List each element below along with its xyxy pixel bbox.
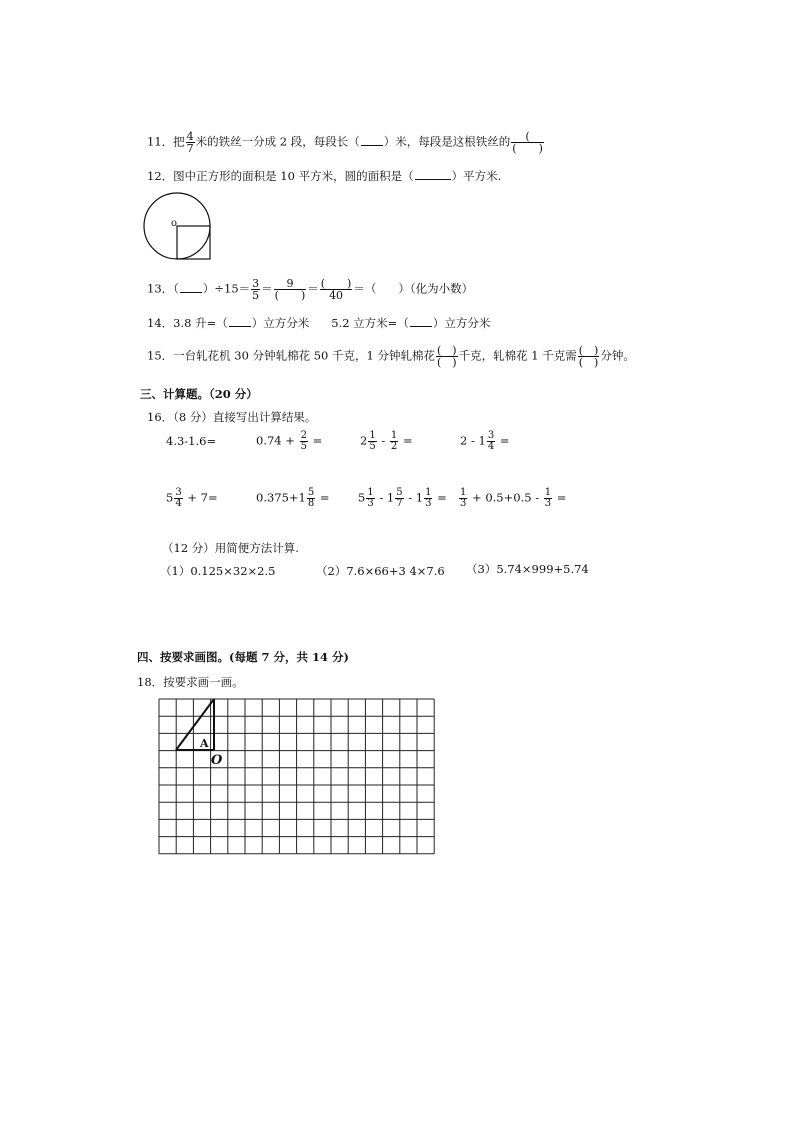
q16-item-8-fraction-2: $\frac{1}{3}$ (544, 487, 552, 509)
q16-item-7: 5 $\frac{1}{3}$ - 1 $\frac{5}{7}$ - 1 $\frac{1}{3}$ = (358, 487, 447, 509)
question-17-intro: （12 分）用简便方法计算. (162, 541, 299, 555)
q16-item-3-fraction-2: $\frac{1}{2}$ (390, 430, 398, 452)
q16-item-1: 4.3-1.6= (166, 434, 217, 448)
q13-text-1: ）÷15＝ (202, 281, 251, 296)
q14-text-d: ）立方分米 (432, 316, 491, 330)
q13-eq-1: ＝ (261, 281, 273, 296)
q16-item-5-fraction: $\frac{3}{4}$ (175, 487, 182, 509)
q13-eq-2: ＝ (307, 281, 319, 296)
question-11 (147, 131, 545, 154)
q14-text-c: 5.2 立方米=（ (331, 316, 409, 330)
q14-text-a: 3.8 升=（ (173, 316, 228, 330)
question-15 (147, 345, 635, 368)
drawing-grid[interactable] (150, 692, 440, 860)
q16-item-7-fraction-3: $\frac{1}{3}$ (425, 487, 432, 509)
q17-problem-1: （1）0.125×32×2.5 (160, 564, 276, 578)
q12-text-a: 图中正方形的面积是 10 平方米，圆的面积是（ (173, 169, 414, 183)
question-13 (147, 278, 473, 301)
q16-item-6-fraction: $\frac{5}{8}$ (307, 487, 315, 509)
q13-text-3: ）（化为小数） (398, 281, 474, 296)
q11-blank-fraction[interactable]: $\frac{(}{( )}$ (512, 130, 543, 155)
q16-item-3: 2 $\frac{1}{5}$ - $\frac{1}{2}$ = (360, 430, 413, 452)
q13-fraction-2[interactable]: $\frac{9}{( )}$ (274, 277, 306, 302)
grid-lines (159, 699, 434, 854)
q11-fraction: $\frac{4}{7}$ (186, 130, 194, 155)
q11-text-1: 把 (173, 134, 185, 149)
q16-item-4-fraction: $\frac{3}{4}$ (487, 430, 495, 452)
question-12 (147, 170, 501, 183)
circle-center-label: o (171, 218, 178, 229)
q13-text-2: ＝（ (353, 281, 377, 296)
vertex-label-a: A (200, 737, 209, 750)
q13-fraction-1: $\frac{3}{5}$ (252, 277, 260, 302)
question-18-intro: 18．按要求画一画。 (137, 675, 244, 689)
q16-item-7-fraction-1: $\frac{1}{3}$ (367, 487, 374, 509)
question-14 (147, 317, 490, 330)
section-4-title: 四、按要求画图。(每题 7 分，共 14 分) (137, 650, 349, 664)
section-3-title: 三、计算题。（20 分） (140, 387, 258, 401)
q14-blank-1[interactable] (229, 317, 251, 327)
q16-item-3-fraction-1: $\frac{1}{5}$ (369, 430, 376, 452)
circle-square-figure (140, 190, 220, 264)
q14-blank-2[interactable] (410, 317, 432, 327)
q16-item-8-fraction-1: $\frac{1}{3}$ (460, 487, 467, 509)
q15-number: 15． (147, 348, 174, 363)
q16-item-2: 0.74 + $\frac{2}{5}$ = (256, 430, 323, 452)
q13-number: 13．（ (147, 281, 179, 296)
q16-item-2-fraction: $\frac{2}{5}$ (300, 430, 307, 452)
q16-item-6: 0.375+1 $\frac{5}{8}$ = (256, 487, 330, 509)
q16-item-7-fraction-2: $\frac{5}{7}$ (396, 487, 403, 509)
q13-blank-1[interactable] (180, 283, 202, 293)
q15-text-2: 千克，轧棉花 1 千克需 (458, 348, 577, 363)
q17-problem-3: （3）5.74×999+5.74 (466, 562, 589, 576)
q16-item-4: 2 - 1 $\frac{3}{4}$ = (460, 430, 510, 452)
q15-text-3: 分钟。 (600, 348, 635, 363)
q14-number: 14． (147, 316, 174, 330)
q12-number: 12． (147, 169, 174, 183)
q12-text-b: ）平方米. (451, 169, 502, 183)
q16-item-8: $\frac{1}{3}$ + 0.5+0.5 - $\frac{1}{3}$ = (460, 487, 567, 509)
q15-text-1: 一台轧花机 30 分钟轧棉花 50 千克，1 分钟轧棉花 (173, 348, 435, 363)
q12-blank-area[interactable] (415, 170, 451, 180)
q15-blank-fraction-2[interactable]: $\frac{( )}{( )}$ (578, 344, 599, 369)
q11-text-3: ）米，每段是这根铁丝的 (383, 134, 511, 149)
q11-text-2: 米的铁丝一分成 2 段，每段长（ (195, 134, 360, 149)
question-16-intro: 16．（8 分）直接写出计算结果。 (147, 410, 317, 424)
q16-item-5: 5 $\frac{3}{4}$ + 7= (166, 487, 218, 509)
q14-text-b: ）立方分米 (251, 316, 310, 330)
q13-fraction-3[interactable]: $\frac{( )}{40}$ (320, 277, 352, 302)
vertex-label-o: O (211, 753, 223, 768)
q17-problem-2: （2）7.6×66+3 4×7.6 (316, 564, 445, 578)
q11-blank-length[interactable] (361, 136, 383, 146)
q11-number: 11． (147, 134, 174, 149)
q15-blank-fraction-1[interactable]: $\frac{( )}{( )}$ (437, 344, 457, 369)
